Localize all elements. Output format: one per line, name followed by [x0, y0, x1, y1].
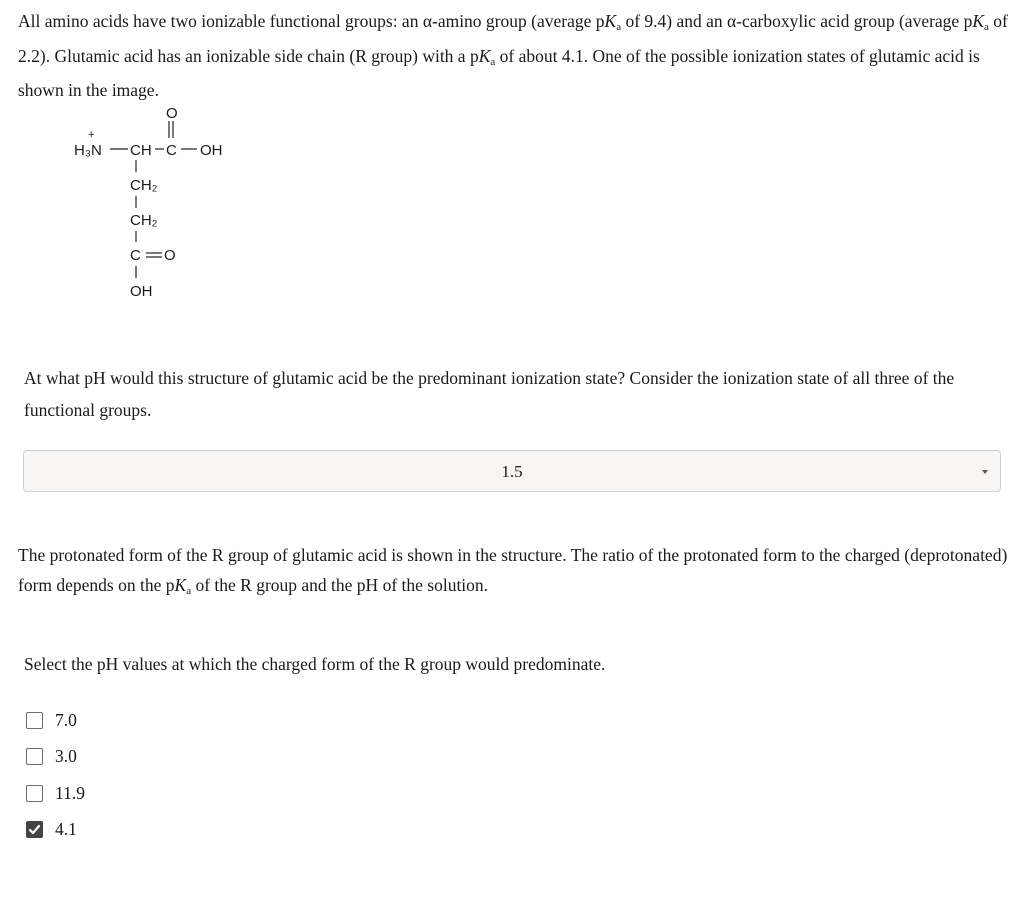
- dropdown-selected-value: 1.5: [501, 462, 523, 481]
- positive-charge: +: [88, 129, 95, 141]
- checkbox-checked[interactable]: [26, 821, 43, 838]
- intro-paragraph: All amino acids have two ionizable functional groups: an α-amino group (average $pK_a$ of 9.4) and an α-carboxylic acid group (average $pK_a$ of 2.2). Glutamic acid has an ionizable side chain (R group) with a $pK_a$ of about 4.1. One of the possible ionization states of glutamic acid is shown in the image.: [18, 11, 1008, 100]
- option-label: 3.0: [55, 746, 77, 767]
- info-paragraph: The protonated form of the R group of glutamic acid is shown in the structure. The ratio of the protonated form to the charged (deprotonated) form depends on the $pK_a$ of the R group and the pH of the solution.: [18, 545, 1008, 597]
- side-chain-carbon-label: C: [130, 247, 141, 264]
- option-3-0[interactable]: [26, 739, 85, 776]
- option-11-9[interactable]: [26, 775, 85, 812]
- question-1: At what pH would this structure of glutamic acid be the predominant ionization state? Consider the ionization state of all three of the functional groups.: [24, 368, 955, 420]
- carboxyl-oh-label: OH: [200, 142, 223, 159]
- alpha-carbon-label: CH: [130, 142, 152, 159]
- checkbox[interactable]: [26, 748, 43, 765]
- checkbox[interactable]: [26, 785, 43, 802]
- option-label: 11.9: [55, 782, 85, 803]
- option-4-1[interactable]: [26, 812, 85, 849]
- ch2-label-2: CH₂: [130, 212, 158, 229]
- option-label: 4.1: [55, 819, 77, 840]
- ph-dropdown[interactable]: [23, 450, 1001, 492]
- option-7-0[interactable]: [26, 702, 85, 739]
- glutamic-acid-structure: [60, 100, 260, 310]
- amino-group-label: H₃N: [74, 142, 102, 159]
- carbonyl-oxygen-label: O: [166, 105, 178, 122]
- checkmark-icon: [28, 823, 41, 836]
- side-chain-oxygen-label: O: [164, 247, 176, 264]
- chevron-down-icon: [982, 470, 988, 474]
- ph-options-list: [26, 702, 85, 848]
- carboxyl-carbon-label: C: [166, 142, 177, 159]
- ch2-label-1: CH₂: [130, 177, 158, 194]
- option-label: 7.0: [55, 709, 77, 730]
- side-chain-oh-label: OH: [130, 283, 153, 300]
- question-2: Select the pH values at which the charged form of the R group would predominate.: [24, 654, 606, 674]
- checkbox[interactable]: [26, 712, 43, 729]
